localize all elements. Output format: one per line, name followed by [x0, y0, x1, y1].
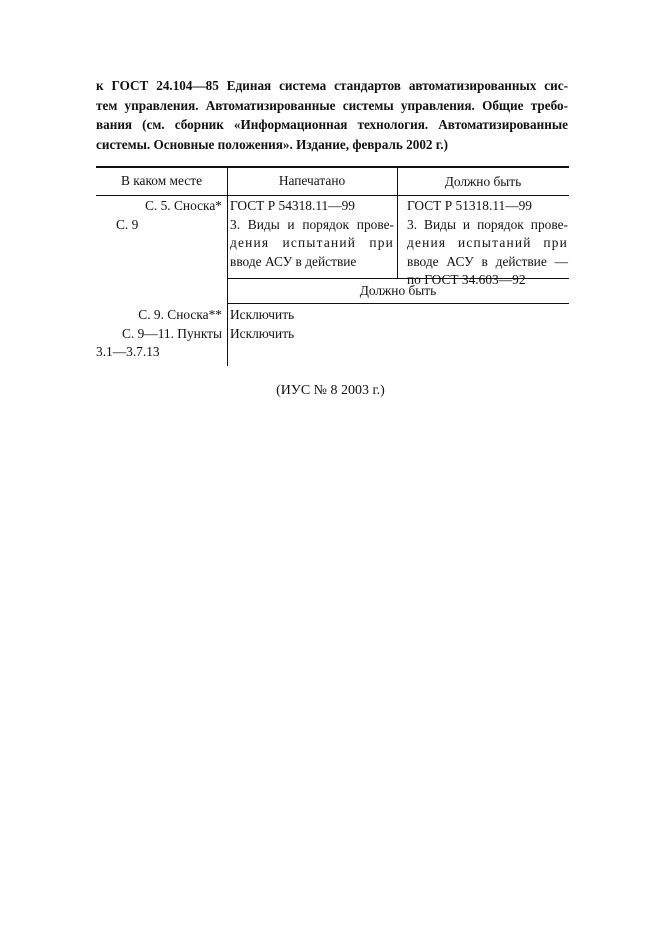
should-be-line: ГОСТ Р 51318.11—99	[407, 198, 532, 213]
should-be-line: вводе АСУ в действие —	[407, 253, 568, 269]
place-line: С. 9	[116, 216, 139, 232]
header-place: В каком месте	[120, 173, 203, 188]
value-line: Исключить	[230, 307, 295, 322]
place-line: 3.1—3.7.13	[96, 344, 160, 360]
printed-line: 3. Виды и порядок прове-	[230, 216, 394, 232]
row2-place-cell	[96, 306, 224, 362]
heading-line: вания (см. сборник «Информационная технология. Автоматизированные	[96, 117, 568, 133]
row1-place-cell	[96, 197, 224, 234]
subheader-should-be: Должно быть	[359, 283, 437, 298]
heading-line: системы. Основные положения». Издание, февраль 2002 г.)	[96, 136, 448, 152]
place-line: С. 9—11. Пункты	[121, 325, 222, 341]
amendment-heading	[96, 76, 568, 154]
heading-line: к ГОСТ 24.104—85 Единая система стандартов автоматизированных сис-	[96, 78, 568, 93]
row2-value-cell	[230, 306, 430, 343]
should-be-line: дения испытаний при	[407, 235, 568, 251]
place-line: С. 5. Сноска*	[144, 198, 222, 213]
should-be-line: по ГОСТ 34.603—92	[407, 272, 526, 288]
table-top-rule	[96, 166, 569, 168]
row1-should-be-cell	[407, 197, 568, 290]
place-line: С. 9. Сноска**	[138, 307, 222, 322]
column-divider-place	[227, 166, 228, 366]
row1-printed-cell	[230, 197, 394, 271]
printed-line: дения испытаний при	[230, 235, 394, 251]
header-should-be: Должно быть	[444, 174, 522, 189]
header-printed: Напечатано	[278, 173, 346, 188]
header-bottom-rule	[96, 195, 569, 196]
value-line: Исключить	[230, 325, 295, 341]
printed-line: вводе АСУ в действие	[230, 253, 357, 269]
corrections-table	[96, 166, 569, 366]
printed-line: ГОСТ Р 54318.11—99	[230, 198, 355, 213]
subheader-bottom-rule	[227, 303, 569, 304]
should-be-line: 3. Виды и порядок прове-	[407, 216, 568, 232]
ius-reference: (ИУС № 8 2003 г.)	[276, 383, 385, 398]
heading-line: тем управления. Автоматизированные системы управления. Общие требо-	[96, 97, 568, 113]
